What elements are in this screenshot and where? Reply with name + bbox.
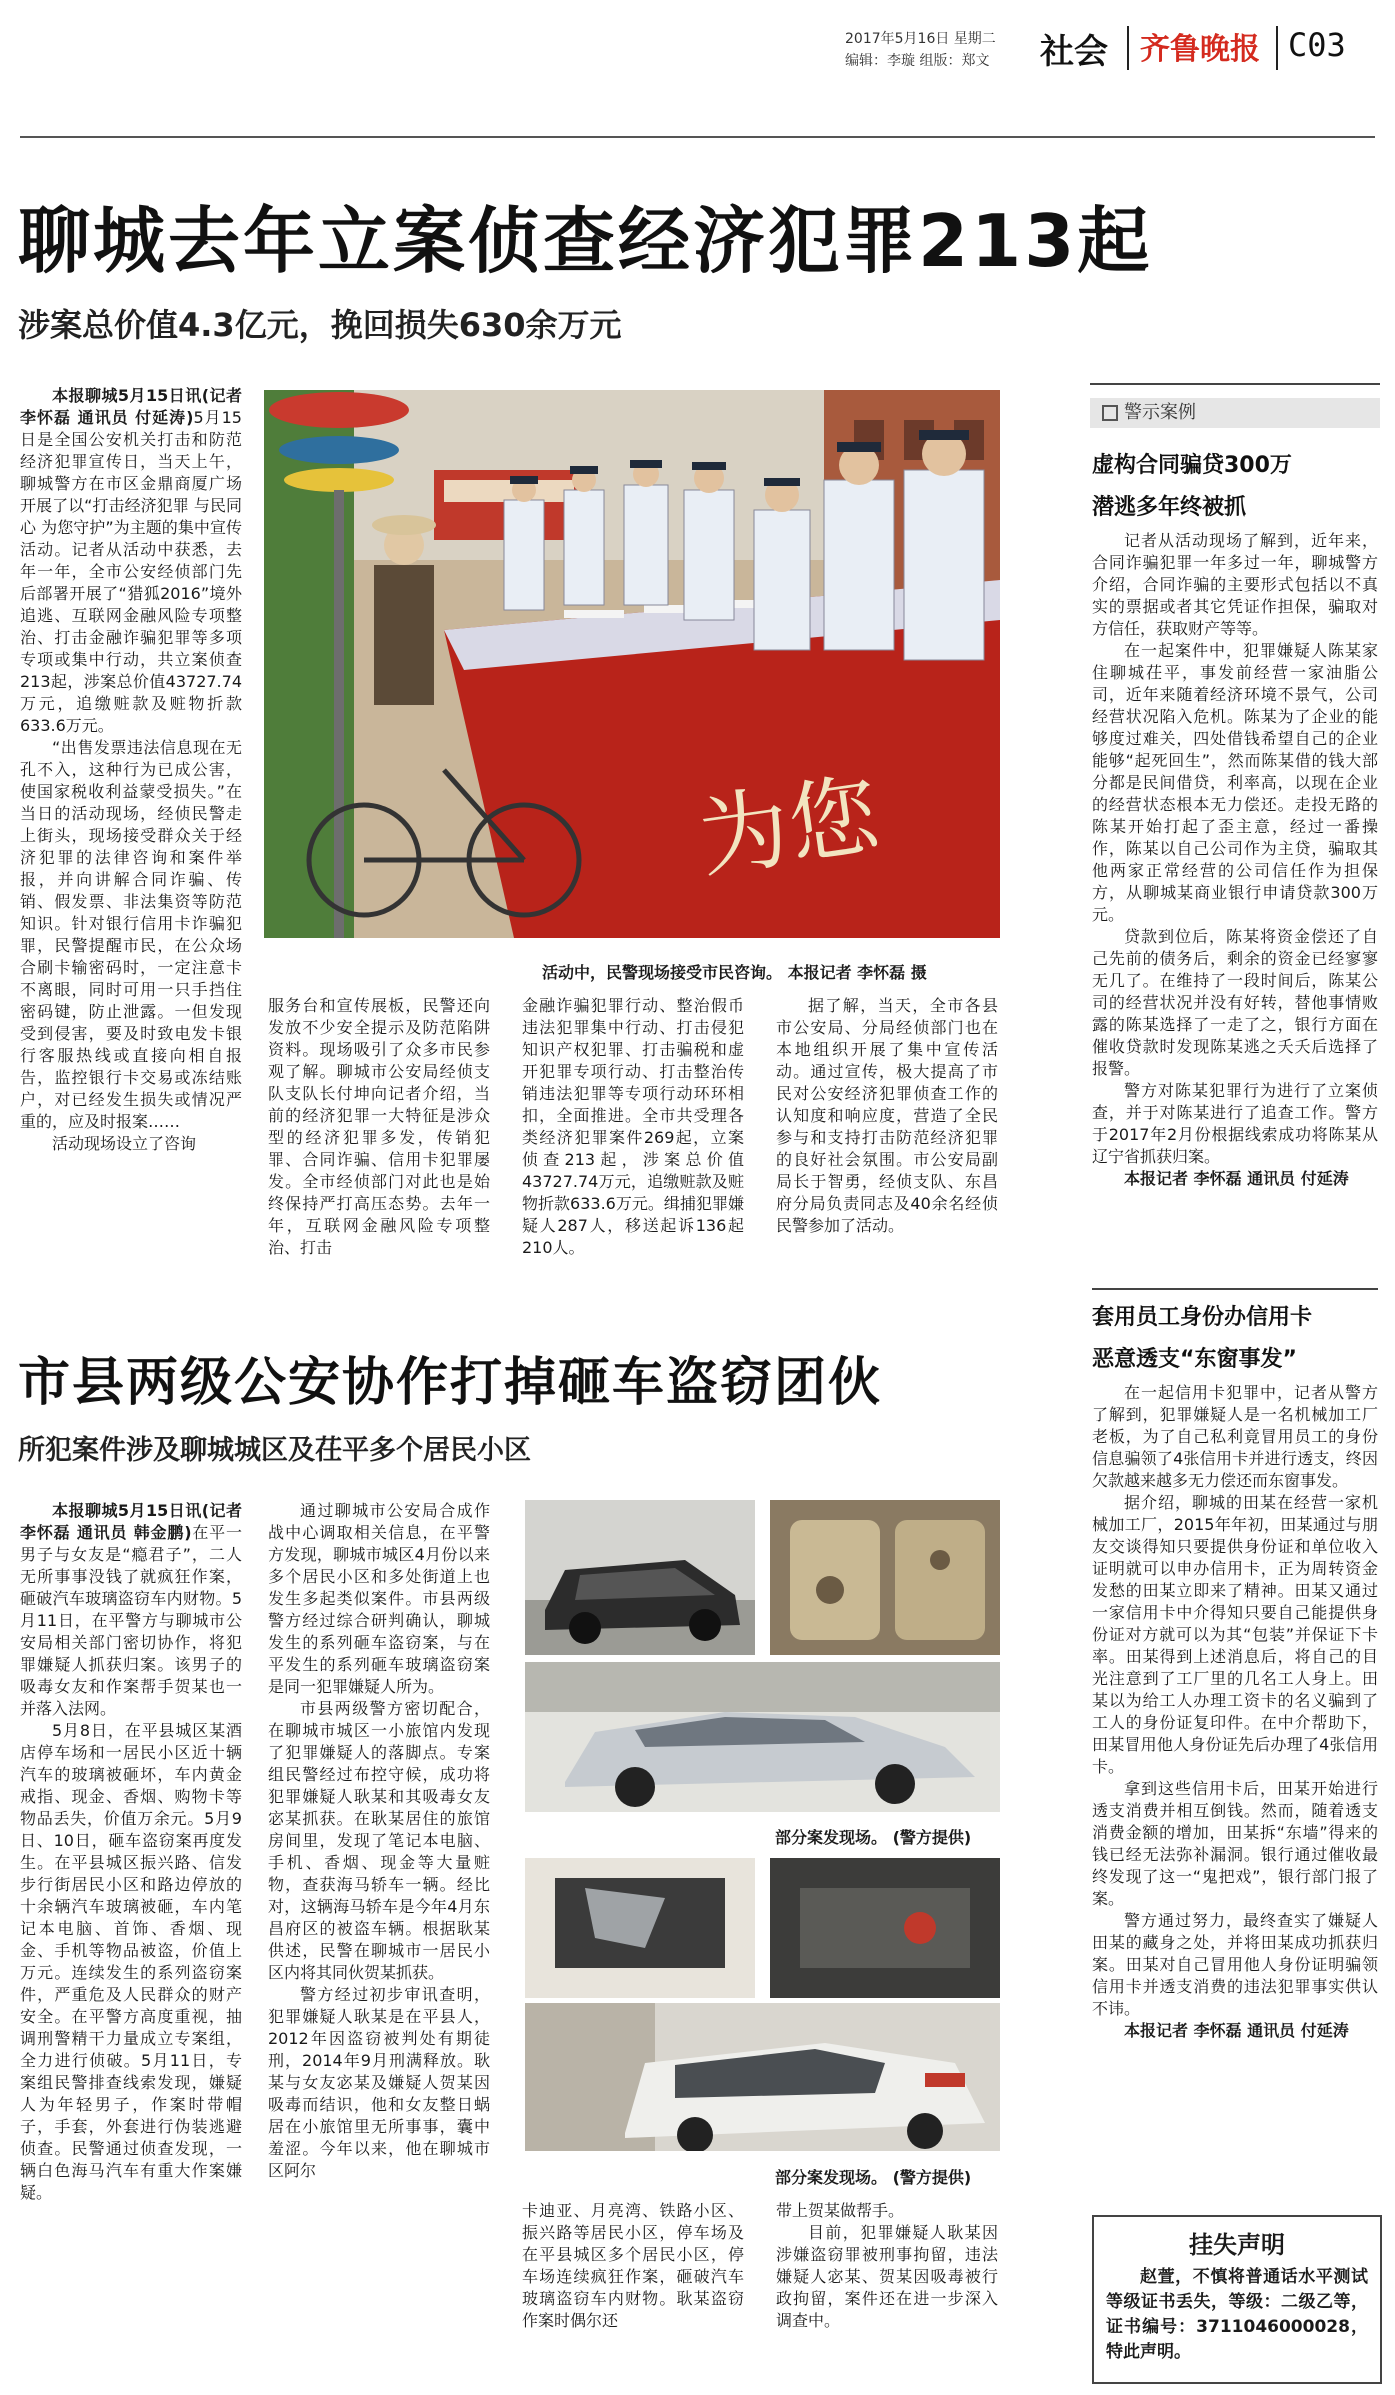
article2-col1-text: 在平一男子与女友是“瘾君子”，二人无所事事没钱了就疯狂作案，砸破汽车玻璃盗窃车内财物。5月11日，在平警方与聊城市公安局相关部门密切协作，将犯罪嫌疑人抓获归案。该男子的吸毒女友和作案帮手贺某也一并落入法网。: [20, 1523, 242, 1718]
article1-col4-text: 据了解，当天，全市各县市公安局、分局经侦部门也在本地组织开展了集中宣传活动。通过宣传，极大提高了市民对公安经济犯罪侦查工作的认知度和响应度，营造了全民参与和支持打击防范经济犯罪的良好社会氛围。市公安局副局长于智勇，经侦支队、东昌府分局负责同志及40余名经侦民警参加了活动。: [776, 996, 998, 1235]
article2-photo-caption-1: 部分案发现场。 (警方提供): [775, 1828, 972, 1847]
issue-date: 2017年5月16日 星期二: [845, 31, 996, 47]
article1-col1-text: 5月15日是全国公安机关打击和防范经济犯罪宣传日，当天上午，聊城警方在市区金鼎商厦广场开展了以“打击经济犯罪 与民同心 为您守护”为主题的集中宣传活动。记者从活动中获悉，去年一年，全市公安经侦部门先后部署开展了“猎狐2016”境外追逃、互联网金融风险专项整治、打击金融诈骗犯罪等多项专项或集中行动，共立案侦查213起，涉案总价值43727.74万元，追缴赃款及赃物折款633.6万元。: [20, 408, 242, 735]
article2-column-4: [776, 2200, 998, 2370]
case1-paragraph: 贷款到位后，陈某将资金偿还了自己先前的债务后，剩余的资金已经寥寥无几了。在维持了一段时间后，陈某公司的经营状况并没有好转，替他事情败露的陈某选择了一走了之，银行方面在催收贷款时发现陈某逃之夭夭后选择了报警。: [1092, 927, 1378, 1078]
article1-headline: 聊城去年立案侦查经济犯罪213起: [18, 199, 1153, 283]
article1-column-4: [776, 995, 998, 1320]
article1-subhead: 涉案总价值4.3亿元，挽回损失630余万元: [18, 306, 622, 344]
car-interior-photo: [770, 1500, 1000, 1655]
sidebar-tag-label: 警示案例: [1124, 402, 1196, 423]
lost-notice-box: [1092, 2215, 1382, 2384]
article2-headline: 市县两级公安协作打掉砸车盗窃团伙: [18, 1353, 883, 1413]
article2-col1b-text: 5月8日，在平县城区某酒店停车场和一居民小区近十辆汽车的玻璃被砸坏，车内黄金戒指、现金、香烟、购物卡等物品丢失，价值万余元。5月9日、10日，砸车盗窃案再度发生。在平县城区振兴路、信发步行街居民小区和路边停放的十余辆汽车玻璃被砸，车内笔记本电脑、首饰、香烟、现金、手机等物品被盗，价值上万元。连续发生的系列盗窃案件，严重危及人民群众的财产安全。在平警方高度重视，抽调刑警精干力量成立专案组，全力进行侦破。5月11日，专案组民警排查线索发现，嫌疑人为年轻男子，作案时带帽子，手套，外套进行伪装逃避侦查。民警通过侦查发现，一辆白色海马汽车有重大作案嫌疑。: [20, 1721, 242, 2202]
article2-subhead: 所犯案件涉及聊城城区及茌平多个居民小区: [18, 1435, 531, 1466]
silver-car-photo: [525, 1662, 1000, 1812]
newspaper-logo: 齐鲁晚报: [1140, 32, 1260, 67]
case1-body: [1092, 530, 1378, 1282]
white-suv-photo: [525, 2003, 1000, 2151]
promotion-event-photo: [264, 390, 1000, 938]
article2-lead: 本报聊城5月15日讯(记者 李怀磊 通讯员 韩金鹏): [20, 1501, 242, 1542]
article2-photo-car-black: [525, 1500, 755, 1655]
lost-notice-title: 挂失声明: [1189, 2231, 1285, 2259]
article1-lead: 本报聊城5月15日讯(记者 李怀磊 通讯员 付延涛): [20, 386, 242, 427]
car-seat-photo: [770, 1858, 1000, 1998]
section-name: 社会: [1040, 32, 1108, 72]
article2-col4-text: 带上贺某做帮手。: [776, 2201, 905, 2220]
case2-byline: 本报记者 李怀磊 通讯员 付延涛: [1124, 2021, 1349, 2040]
sidebar-rule: [1090, 383, 1380, 385]
svg-text:为您: 为您: [692, 762, 886, 892]
case2-title-line2: 恶意透支“东窗事发”: [1092, 1347, 1297, 1372]
case2-paragraph: 警方通过努力，最终查实了嫌疑人田某的藏身之处，并将田某成功抓获归案。田某对自己冒用他人身份证明骗领信用卡并透支消费的违法犯罪事实供认不讳。: [1092, 1911, 1378, 2018]
article1-photo-caption: 活动中，民警现场接受市民咨询。 本报记者 李怀磊 摄: [542, 963, 927, 982]
article2-column-1: [20, 1500, 242, 2370]
article2-photo-broken-window: [525, 1858, 755, 1998]
damaged-car-photo: [525, 1500, 755, 1655]
article2-photo-caption-2: 部分案发现场。 (警方提供): [775, 2168, 972, 2187]
lost-notice-text: 赵萱，不慎将普通话水平测试等级证书丢失，等级：二级乙等，证书编号：3711046000028，特此声明。: [1106, 2267, 1368, 2362]
warning-box-icon: [1102, 405, 1118, 421]
article1-col2-text: 服务台和宣传展板，民警还向发放不少安全提示及防范陷阱资料。现场吸引了众多市民参观了解。聊城市公安局经侦支队支队长付坤向记者介绍，当前的经济犯罪一大特征是涉众型的经济犯罪多发，传销犯罪、合同诈骗、信用卡犯罪屡发。全市经侦部门对此也是始终保持严打高压态势。去年一年，互联网金融风险专项整治、打击: [268, 996, 490, 1257]
case2-body: [1092, 1382, 1378, 2202]
article1-column-2: [268, 995, 490, 1320]
header-divider: [1276, 26, 1278, 70]
article2-col2b-text: 市县两级警方密切配合，在聊城市城区一小旅馆内发现了犯罪嫌疑人的落脚点。专案组民警经过布控守候，成功将犯罪嫌疑人耿某和其吸毒女友宓某抓获。在耿某居住的旅馆房间里，发现了笔记本电脑、手机、香烟、现金等大量赃物，查获海马轿车一辆。经比对，这辆海马轿车是今年4月东昌府区的被盗车辆。根据耿某供述，民警在聊城市一居民小区内将其同伙贺某抓获。: [268, 1699, 490, 1982]
sidebar-divider: [1092, 1288, 1378, 1290]
case1-byline: 本报记者 李怀磊 通讯员 付延涛: [1124, 1169, 1349, 1188]
case2-title-line1: 套用员工身份办信用卡: [1092, 1305, 1313, 1330]
article2-col2-text: 通过聊城市公安局合成作战中心调取相关信息，在平警方发现，聊城市城区4月份以来多个居民小区和多处街道上也发生多起类似案件。市县两级警方经过综合研判确认，聊城发生的系列砸车盗窃案，与在平发生的系列砸车玻璃盗窃案是同一犯罪嫌疑人所为。: [268, 1501, 490, 1696]
article2-column-3: [522, 2200, 744, 2370]
article1-photo: [264, 390, 1000, 938]
article2-photo-car-seat: [770, 1858, 1000, 1998]
article2-photo-car-silver: [525, 1662, 1000, 1812]
editor-credit: 编辑：李璇 组版：郑文: [845, 53, 990, 69]
case1-paragraph: 记者从活动现场了解到，近年来，合同诈骗犯罪一年多过一年，聊城警方介绍，合同诈骗的主要形式包括以不真实的票据或者其它凭证作担保，骗取对方信任，获取财产等等。: [1092, 531, 1378, 638]
page-number: C03: [1288, 26, 1346, 64]
case1-title-line1: 虚构合同骗贷300万: [1092, 453, 1292, 478]
article1-col1b-text: “出售发票违法信息现在无孔不入，这种行为已成公害，使国家税收利益蒙受损失。”在当日的活动现场，经侦民警走上街头，现场接受群众关于经济犯罪的法律咨询和案件举报，并向讲解合同诈骗、传销、假发票、非法集资等防范知识。针对银行信用卡诈骗犯罪，民警提醒市民，在公众场合刷卡输密码时，一定注意卡不离眼，同时可用一只手挡住密码键，防止泄露。一但发现受到侵害，要及时致电发卡银行客服热线或直接向相自报告，监控银行卡交易或冻结账户，对已经发生损失或情况严重的，应及时报案……: [20, 738, 242, 1131]
case2-paragraph: 在一起信用卡犯罪中，记者从警方了解到，犯罪嫌疑人是一名机械加工厂老板，为了自己私利竟冒用员工的身份信息骗领了4张信用卡并进行透支，终因欠款越来越多无力偿还而东窗事发。: [1092, 1383, 1378, 1490]
case1-title-line2: 潜逃多年终被抓: [1092, 495, 1247, 520]
article2-column-2: [268, 1500, 490, 2370]
header-rule: [20, 136, 1375, 138]
article2-col4b-text: 目前，犯罪嫌疑人耿某因涉嫌盗窃罪被刑事拘留，违法嫌疑人宓某、贺某因吸毒被行政拘留，案件还在进一步深入调查中。: [776, 2223, 998, 2330]
article2-col2c-text: 警方经过初步审讯查明，犯罪嫌疑人耿某是在平县人，2012年因盗窃被判处有期徒刑，2014年9月刑满释放。耿某与女友宓某及嫌疑人贺某因吸毒而结识，他和女友整日蜗居在小旅馆里无所事事，囊中羞涩。今年以来，他在聊城市区阿尔: [268, 1985, 490, 2180]
sidebar-tag: [1090, 398, 1380, 428]
page-header: [0, 0, 1395, 130]
case2-paragraph: 据介绍，聊城的田某在经营一家机械加工厂，2015年年初，田某通过与朋友交谈得知只要提供身份证和单位收入证明就可以申办信用卡，正为周转资金发愁的田某立即来了精神。田某又通过一家信用卡中介得知只要自己能提供身份证对方就可以为其“包装”并保证下卡率。田某得到上述消息后，将自己的目光注意到了工厂里的几名工人身上。田某以为给工人办理工资卡的名义骗到了工人的身份证复印件。在中介帮助下，田某冒用他人身份证先后办理了4张信用卡。: [1092, 1493, 1378, 1776]
article2-photo-car-white: [525, 2003, 1000, 2151]
case1-paragraph: 在一起案件中，犯罪嫌疑人陈某家住聊城茌平，事发前经营一家油脂公司，近年来随着经济环境不景气，公司经营状况陷入危机。陈某为了企业的能够度过难关，四处借钱希望自己的企业能够“起死回生”，然而陈某借的钱大部分都是民间借贷，利率高，以现在企业的经营状态根本无力偿还。走投无路的陈某开始打起了歪主意，经过一番操作，陈某以自己公司作为主贷，骗取其他两家正常经营的公司信任作为担保方，从聊城某商业银行申请贷款300万元。: [1092, 641, 1378, 924]
article1-col3-text: 金融诈骗犯罪行动、整治假币违法犯罪集中行动、打击侵犯知识产权犯罪、打击骗税和虚开犯罪专项行动、打击整治传销违法犯罪等专项行动环环相扣，全面推进。全市共受理各类经济犯罪案件269起，立案侦查213起，涉案总价值43727.74万元，追缴赃款及赃物折款633.6万元。缉捕犯罪嫌疑人287人，移送起诉136起210人。: [522, 996, 744, 1257]
case2-paragraph: 拿到这些信用卡后，田某开始进行透支消费并相互倒钱。然而，随着透支消费金额的增加，田某拆“东墙”得来的钱已经无法弥补漏洞。银行通过催收最终发现了这一“鬼把戏”，银行部门报了案。: [1092, 1779, 1378, 1908]
article2-col3-text: 卡迪亚、月亮湾、铁路小区、振兴路等居民小区，停车场及在平县城区多个居民小区，停车场连续疯狂作案，砸破汽车玻璃盗窃车内财物。耿某盗窃作案时偶尔还: [522, 2201, 744, 2330]
header-divider: [1127, 26, 1129, 70]
article1-column-3: [522, 995, 744, 1320]
article2-photo-car-interior: [770, 1500, 1000, 1655]
broken-window-photo: [525, 1858, 755, 1998]
article1-column-1: [20, 385, 242, 1315]
case1-paragraph: 警方对陈某犯罪行为进行了立案侦查，并于对陈某进行了追查工作。警方于2017年2月份根据线索成功将陈某从辽宁省抓获归案。: [1092, 1081, 1378, 1166]
article1-col1c-text: 活动现场设立了咨询: [52, 1134, 197, 1153]
